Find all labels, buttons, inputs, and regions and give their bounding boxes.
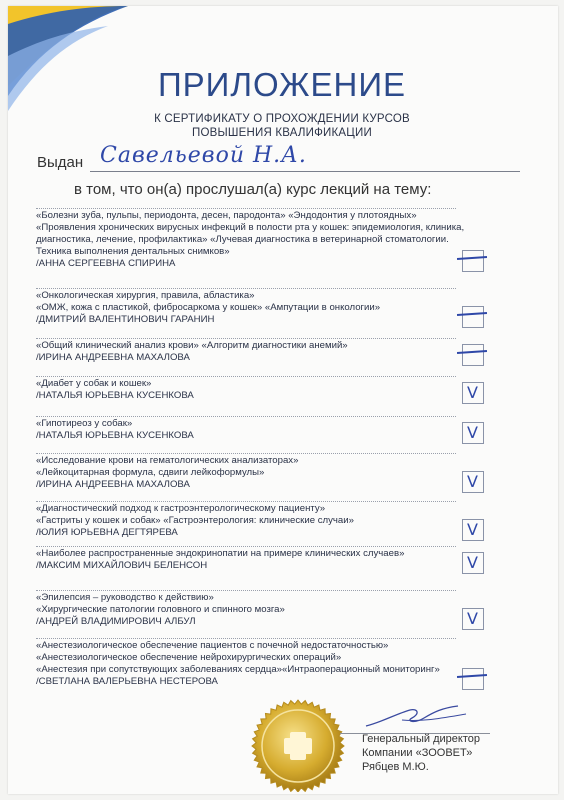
course-lecturer: /СВЕТЛАНА ВАЛЕРЬЕВНА НЕСТЕРОВА — [36, 676, 218, 687]
course-title-line: «Проявления хронических вирусных инфекций в полости рта у кошек: эпидемиология, клиника, — [36, 222, 465, 233]
course-separator — [36, 338, 456, 339]
issued-statement: в том, что он(а) прослушал(а) курс лекций на тему: — [74, 181, 432, 198]
dash-mark-icon — [457, 312, 487, 316]
course-title-line: «Диабет у собак и кошек» — [36, 378, 152, 389]
course-checkbox[interactable] — [462, 552, 484, 574]
course-title-line: «Гастриты у кошек и собак» «Гастроэнтерология: клинические случаи» — [36, 515, 354, 526]
course-title-line: «Анестезия при сопутствующих заболеваниях сердца»«Интраоперационный мониторинг» — [36, 664, 440, 675]
course-title-line: «Исследование крови на гематологических анализаторах» — [36, 455, 299, 466]
course-lecturer: /ИРИНА АНДРЕЕВНА МАХАЛОВА — [36, 352, 190, 363]
course-lecturer: /АННА СЕРГЕЕВНА СПИРИНА — [36, 258, 176, 269]
course-title-line: «Эпилепсия – руководство к действию» — [36, 592, 214, 603]
course-lecturer: /ИРИНА АНДРЕЕВНА МАХАЛОВА — [36, 479, 190, 490]
course-item — [36, 418, 194, 442]
course-title-line: «Наиболее распространенные эндокринопатии на примере клинических случаев» — [36, 548, 405, 559]
course-checkbox[interactable] — [462, 471, 484, 493]
check-mark-icon: V — [467, 553, 478, 572]
course-checkbox[interactable] — [462, 250, 484, 272]
course-title-line: «Диагностический подход к гастроэнтерологическому пациенту» — [36, 503, 326, 514]
course-separator — [36, 638, 456, 639]
course-separator — [36, 453, 456, 454]
course-item — [36, 378, 194, 402]
page-title: ПРИЛОЖЕНИЕ — [157, 66, 407, 103]
course-item — [36, 290, 380, 326]
handwritten-recipient-name: Савельевой Н.А. — [100, 143, 307, 168]
issued-label: Выдан — [37, 154, 84, 171]
dash-mark-icon — [457, 350, 487, 354]
course-lecturer: /АНДРЕЙ ВЛАДИМИРОВИЧ АЛБУЛ — [36, 616, 196, 627]
course-title-line: «Хирургические патологии головного и спинного мозга» — [36, 604, 285, 615]
course-separator — [36, 288, 456, 289]
check-mark-icon: V — [467, 383, 478, 402]
director-title: Генеральный директор — [362, 733, 480, 745]
check-mark-icon: V — [467, 423, 478, 442]
course-title-line: «ОМЖ, кожа с пластикой, фибросаркома у кошек» «Ампутации в онкологии» — [36, 302, 381, 313]
course-checkbox[interactable] — [462, 519, 484, 541]
course-lecturer: /ЮЛИЯ ЮРЬЕВНА ДЕГТЯРЕВА — [36, 527, 178, 538]
course-separator — [36, 208, 456, 209]
course-title-line: диагностика, лечение, профилактика» «Лучевая диагностика в ветеринарной стоматологии. — [36, 234, 449, 245]
course-title-line: «Лейкоцитарная формула, сдвиги лейкоформулы» — [36, 467, 265, 478]
check-mark-icon: V — [467, 520, 478, 539]
course-separator — [36, 546, 456, 547]
subtitle-line-1: К СЕРТИФИКАТУ О ПРОХОЖДЕНИИ КУРСОВ — [154, 113, 410, 125]
check-mark-icon: V — [467, 472, 478, 491]
course-title-line: «Онкологическая хирургия, правила, абластика» — [36, 290, 255, 301]
course-item — [36, 640, 440, 688]
company-name: Компании «ЗООВЕТ» — [362, 747, 473, 759]
course-item — [36, 340, 348, 364]
course-separator — [36, 376, 456, 377]
course-title-line: Техника выполнения дентальных снимков» — [36, 246, 230, 257]
director-name: Рябцев М.Ю. — [362, 761, 429, 773]
course-checkbox[interactable] — [462, 668, 484, 690]
course-item — [36, 503, 354, 539]
course-item — [36, 592, 285, 628]
dash-mark-icon — [457, 256, 487, 260]
subtitle-line-2: ПОВЫШЕНИЯ КВАЛИФИКАЦИИ — [192, 127, 372, 139]
course-separator — [36, 501, 456, 502]
course-checkbox[interactable] — [462, 422, 484, 444]
course-lecturer: /НАТАЛЬЯ ЮРЬЕВНА КУСЕНКОВА — [36, 430, 194, 441]
course-separator — [36, 416, 456, 417]
course-title-line: «Болезни зуба, пульпы, периодонта, десен, пародонта» «Эндодонтия у плотоядных» — [36, 210, 417, 221]
course-item — [36, 548, 404, 572]
course-title-line: «Общий клинический анализ крови» «Алгоритм диагностики анемий» — [36, 340, 348, 351]
course-checkbox[interactable] — [462, 306, 484, 328]
course-checkbox[interactable] — [462, 608, 484, 630]
signature-icon — [362, 700, 472, 732]
course-lecturer: /НАТАЛЬЯ ЮРЬЕВНА КУСЕНКОВА — [36, 390, 194, 401]
gold-seal-icon — [242, 692, 354, 792]
dash-mark-icon — [457, 674, 487, 678]
course-title-line: «Гипотиреоз у собак» — [36, 418, 133, 429]
course-checkbox[interactable] — [462, 382, 484, 404]
course-lecturer: /МАКСИМ МИХАЙЛОВИЧ БЕЛЕНСОН — [36, 560, 208, 571]
course-lecturer: /ДМИТРИЙ ВАЛЕНТИНОВИЧ ГАРАНИН — [36, 314, 215, 325]
course-item — [36, 210, 464, 270]
course-title-line: «Анестезиологическое обеспечение пациентов с почечной недостаточностью» — [36, 640, 389, 651]
course-separator — [36, 590, 456, 591]
course-item — [36, 455, 298, 491]
course-checkbox[interactable] — [462, 344, 484, 366]
check-mark-icon: V — [467, 609, 478, 628]
course-title-line: «Анестезиологическое обеспечение нейрохирургических операций» — [36, 652, 342, 663]
issued-underline — [90, 171, 520, 172]
